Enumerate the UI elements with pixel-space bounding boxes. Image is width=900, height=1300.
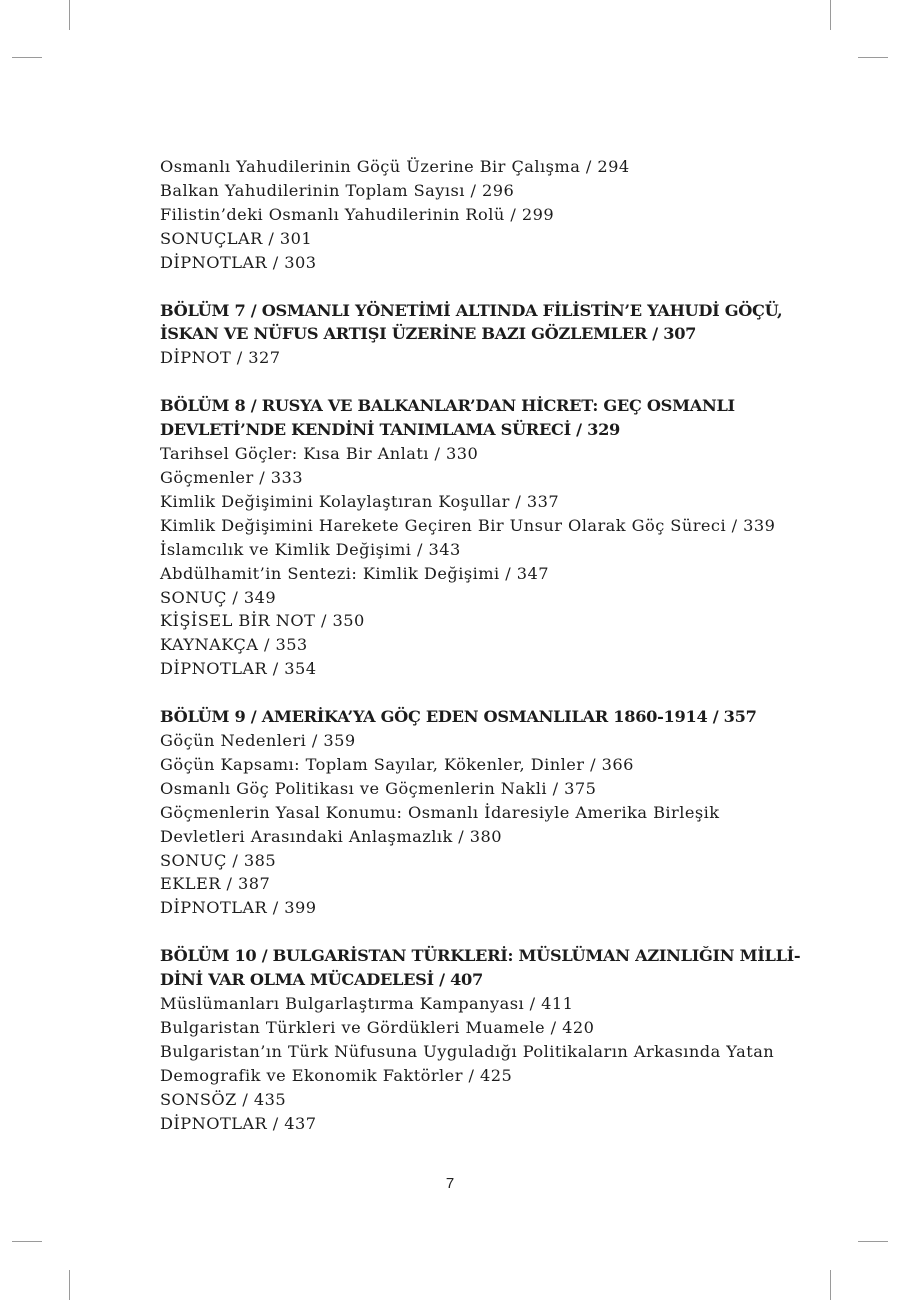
chapter-heading: İSKAN VE NÜFUS ARTIŞI ÜZERİNE BAZI GÖZLEMLER / 307 bbox=[160, 324, 697, 344]
toc-entry: Göçün Nedenleri / 359 bbox=[160, 731, 356, 751]
crop-mark-right-top bbox=[858, 57, 888, 58]
toc-entry: SONUÇ / 349 bbox=[160, 587, 277, 607]
page-number: 7 bbox=[445, 1175, 455, 1192]
toc-entry: EKLER / 387 bbox=[160, 874, 271, 894]
toc-entry: Filistin’deki Osmanlı Yahudilerinin Rolü / 299 bbox=[160, 204, 555, 224]
toc-chapter-7 bbox=[160, 299, 783, 371]
toc-entry: Balkan Yahudilerinin Toplam Sayısı / 296 bbox=[160, 180, 515, 200]
toc-entry: Kimlik Değişimini Harekete Geçiren Bir Unsur Olarak Göç Süreci / 339 bbox=[160, 515, 776, 535]
toc-chapter-8 bbox=[160, 394, 780, 681]
section-gap bbox=[160, 681, 780, 705]
toc-entry: Bulgaristan’ın Türk Nüfusuna Uyguladığı Politikaların Arkasında Yatan bbox=[160, 1041, 775, 1061]
crop-mark-top-right bbox=[830, 0, 831, 30]
toc-chapter-9 bbox=[160, 705, 780, 920]
toc-entry: DİPNOT / 327 bbox=[160, 348, 281, 368]
toc-entry: DİPNOTLAR / 303 bbox=[160, 252, 317, 272]
crop-mark-right-bottom bbox=[858, 1241, 888, 1242]
chapter-heading: BÖLÜM 9 / AMERİKA’YA GÖÇ EDEN OSMANLILAR 1860-1914 / 357 bbox=[160, 707, 757, 727]
section-gap bbox=[160, 275, 780, 299]
toc-entry: Abdülhamit’in Sentezi: Kimlik Değişimi / 347 bbox=[160, 563, 549, 583]
toc-entry: Tarihsel Göçler: Kısa Bir Anlatı / 330 bbox=[160, 444, 479, 464]
toc-entry: Devletleri Arasındaki Anlaşmazlık / 380 bbox=[160, 826, 503, 846]
toc-entry: Göçmenlerin Yasal Konumu: Osmanlı İdaresiyle Amerika Birleşik bbox=[160, 802, 720, 822]
toc-entry: Müslümanları Bulgarlaştırma Kampanyası / 411 bbox=[160, 994, 574, 1014]
toc-entry: Demografik ve Ekonomik Faktörler / 425 bbox=[160, 1065, 513, 1085]
toc-entry: Osmanlı Yahudilerinin Göçü Üzerine Bir Çalışma / 294 bbox=[160, 157, 630, 176]
toc-entry: SONSÖZ / 435 bbox=[160, 1089, 287, 1109]
crop-mark-left-top bbox=[12, 57, 42, 58]
chapter-heading: BÖLÜM 8 / RUSYA VE BALKANLAR’DAN HİCRET: GEÇ OSMANLI bbox=[160, 396, 735, 416]
toc-entry: SONUÇ / 385 bbox=[160, 850, 277, 870]
section-gap bbox=[160, 920, 780, 944]
chapter-heading: BÖLÜM 10 / BULGARİSTAN TÜRKLERİ: MÜSLÜMAN AZINLIĞIN MİLLİ- bbox=[160, 946, 801, 966]
toc-entry: KAYNAKÇA / 353 bbox=[160, 635, 308, 655]
toc-entry: İslamcılık ve Kimlik Değişimi / 343 bbox=[160, 539, 461, 559]
toc-chapter-10 bbox=[160, 944, 801, 1135]
crop-mark-top-left bbox=[69, 0, 70, 30]
toc-entry: SONUÇLAR / 301 bbox=[160, 228, 313, 248]
toc-entry: DİPNOTLAR / 399 bbox=[160, 898, 317, 918]
toc-entry: KİŞİSEL BİR NOT / 350 bbox=[160, 611, 365, 631]
chapter-heading: BÖLÜM 7 / OSMANLI YÖNETİMİ ALTINDA FİLİSTİN’E YAHUDİ GÖÇÜ, bbox=[160, 300, 783, 320]
toc-entry: Kimlik Değişimini Kolaylaştıran Koşullar / 337 bbox=[160, 491, 560, 511]
section-gap bbox=[160, 370, 780, 394]
toc-entry: Göçün Kapsamı: Toplam Sayılar, Kökenler, Dinler / 366 bbox=[160, 754, 634, 774]
crop-mark-bottom-right bbox=[830, 1270, 831, 1300]
crop-mark-bottom-left bbox=[69, 1270, 70, 1300]
toc-continued-section bbox=[160, 155, 780, 275]
chapter-heading: DEVLETİ’NDE KENDİNİ TANIMLAMA SÜRECİ / 329 bbox=[160, 420, 621, 440]
toc-entry: Osmanlı Göç Politikası ve Göçmenlerin Nakli / 375 bbox=[160, 778, 597, 798]
toc-entry: Bulgaristan Türkleri ve Gördükleri Muamele / 420 bbox=[160, 1018, 595, 1037]
chapter-heading: DİNİ VAR OLMA MÜCADELESİ / 407 bbox=[160, 970, 483, 990]
table-of-contents bbox=[160, 155, 801, 1136]
toc-entry: Göçmenler / 333 bbox=[160, 467, 303, 487]
crop-mark-left-bottom bbox=[12, 1241, 42, 1242]
toc-entry: DİPNOTLAR / 354 bbox=[160, 659, 317, 679]
toc-entry: DİPNOTLAR / 437 bbox=[160, 1113, 317, 1133]
